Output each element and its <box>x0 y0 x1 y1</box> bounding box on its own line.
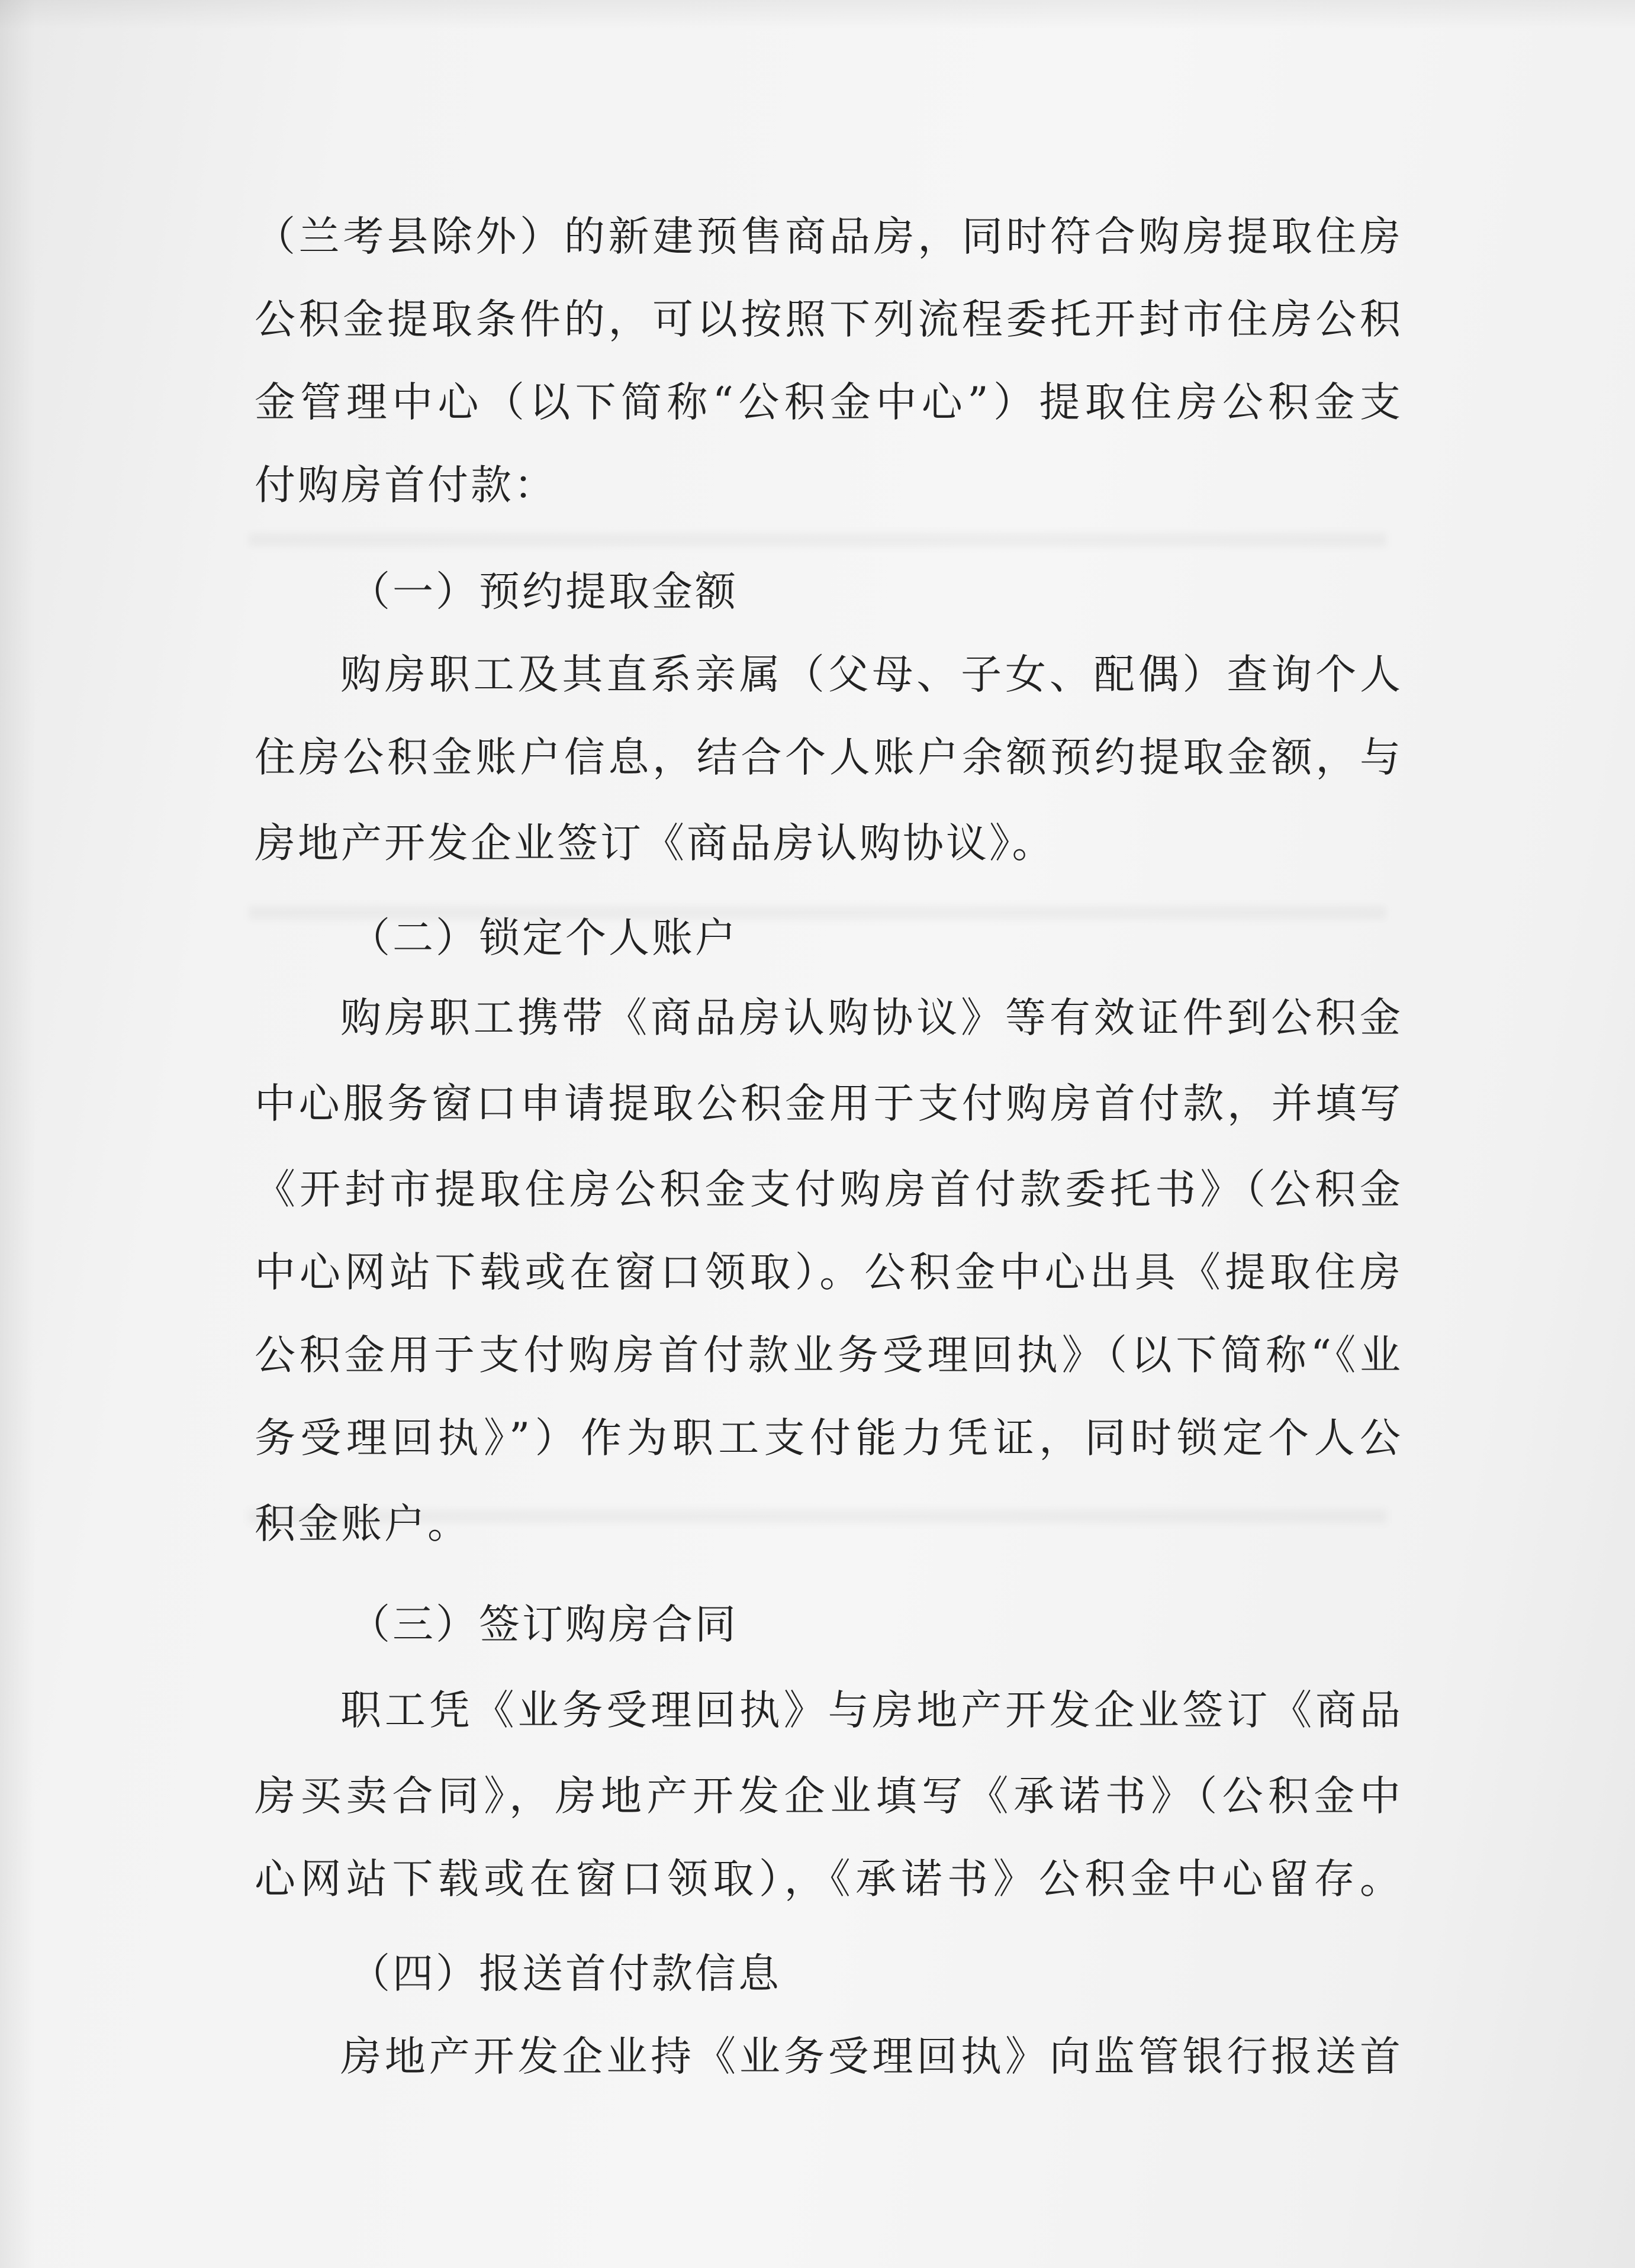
paragraph-line: 中心网站下载或在窗口领取）。公积金中心出具《提取住房 <box>255 1249 1403 1296</box>
paragraph-line: 住房公积金账户信息，结合个人账户余额预约提取金额，与 <box>255 734 1403 781</box>
paragraph-line: 房买卖合同》，房地产开发企业填写《承诺书》（公积金中 <box>255 1773 1403 1820</box>
paragraph-line: 中心服务窗口申请提取公积金用于支付购房首付款，并填写 <box>255 1080 1403 1127</box>
paragraph-line: 房地产开发企业持《业务受理回执》向监管银行报送首 <box>340 2033 1403 2080</box>
section-heading-3: （三）签订购房合同 <box>349 1601 738 1648</box>
paragraph-line: 公积金用于支付购房首付款业务受理回执》（以下简称“《业 <box>255 1332 1403 1379</box>
section-heading-4: （四）报送首付款信息 <box>349 1950 781 1998</box>
paragraph-line: 金管理中心（以下简称“公积金中心”）提取住房公积金支 <box>255 379 1403 426</box>
paragraph-line: 付购房首付款： <box>255 462 557 509</box>
section-heading-2: （二）锁定个人账户 <box>349 914 738 962</box>
paragraph-line: 购房职工及其直系亲属（父母、子女、配偶）查询个人 <box>340 651 1403 698</box>
paragraph-line: 购房职工携带《商品房认购协议》等有效证件到公积金 <box>340 994 1403 1042</box>
section-heading-1: （一）预约提取金额 <box>349 568 738 616</box>
paragraph-line: （兰考县除外）的新建预售商品房，同时符合购房提取住房 <box>255 213 1403 260</box>
paragraph-line: 心网站下载或在窗口领取），《承诺书》公积金中心留存。 <box>255 1855 1403 1903</box>
paragraph-line: 积金账户。 <box>255 1500 471 1548</box>
paragraph-line: 务受理回执》”）作为职工支付能力凭证，同时锁定个人公 <box>255 1415 1403 1462</box>
paragraph-line: 《开封市提取住房公积金支付购房首付款委托书》（公积金 <box>255 1166 1403 1213</box>
paragraph-line: 公积金提取条件的，可以按照下列流程委托开封市住房公积 <box>255 296 1403 343</box>
paragraph-line: 职工凭《业务受理回执》与房地产开发企业签订《商品 <box>340 1687 1403 1734</box>
paragraph-line: 房地产开发企业签订《商品房认购协议》。 <box>255 820 1055 867</box>
